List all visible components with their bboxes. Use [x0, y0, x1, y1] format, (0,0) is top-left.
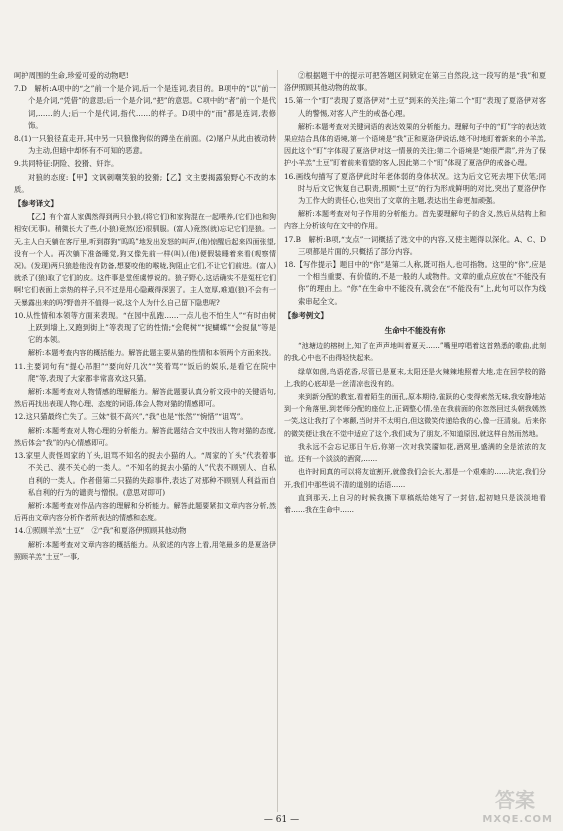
- analysis-note: 解析:本题考查对关键词语的表达效果的分析能力。理解句子中的“盯”字的表达效果应结合具体的语境,第一个语境是“我”正和夏洛伊说话,她不时地盯着新来的小羊羔,因此这个“盯”字体现了夏洛伊对这一情景的关注;第二个语境是“她很严肃”,并为了保护小羊羔“土豆”盯着前来看望的客人,因此第二个“盯”体现了夏洛伊的戒备心理。: [284, 122, 546, 168]
- analysis-note: 解析:本题考查对作品内容的理解和分析能力。解答此题要紧扣文章内容分析,然后再由文章内容分析作者所表达的情感和态度。: [14, 501, 276, 523]
- essay-paragraph: “池塘边的榕树上,知了在声声地叫着夏天……”嘴里哼唱着这首熟悉的歌曲,此刻的我,心中也不由得轻快起来。: [284, 342, 546, 363]
- answer-8: 8.(1)一只狼径直走开,其中另一只狼像狗似的蹲坐在前面。(2)屠户从此由被动转为主动,但暗中却怀有不可知的恶意。: [14, 134, 276, 156]
- essay-paragraph: 也许时间真的可以将友谊割开,就像我们会长大,那是一个艰难的……决定,我们分开,我们中那些说不清的道别的话语……: [284, 468, 546, 489]
- right-column: [284, 70, 546, 812]
- answer-16: 16.画线句描写了夏洛伊此时年老体弱的身体状况。这为后文它死去埋下伏笔;同时与后文它恢复自己职责,照顾“土豆”的行为形成鲜明的对比,突出了夏洛伊作为工作大的责任心,也突出了文章的主题,表达出生命更加顽强。: [284, 171, 546, 206]
- answer-9: 9.共同特征:阴险、狡猾、奸诈。: [14, 159, 119, 169]
- answer-11: 11.主要词句有“提心吊胆”“要向好几次”“笑着骂”“饭后的娱乐,是看它在院中爬”等,表现了大家都非常喜欢这只猫。: [14, 361, 276, 383]
- analysis-note: 解析:本题考查对人物情感的理解能力。解答此题要认真分析文段中的关键语句,然后再找出表现人物心理、态度的词语,体会人物对猫的情感即可。: [14, 388, 276, 409]
- essay-paragraph: 来到新分配的教室,看着陌生的面孔,原本期待,雀跃的心变得索然无味,我安静地站到一个角落里,到老师分配的座位上,正调整心情,坐在我前面的你忽然回过头朝我嫣然一笑,这让我打了个寒颤,当时并不太明白,但这微笑传递给我的心,像一汪清泉。后来你的微笑便让我在不觉中适应了这个,我们成为了朋友,不知道原因,就这样自然而然地。: [284, 393, 546, 438]
- paragraph: ②根据题干中的提示可把答题区间锁定在第三自然段,这一段写的是“我”和夏洛伊照顾其他动物的故事。: [284, 71, 546, 93]
- essay-paragraph: 直到那天,上自习的时候我撕下草稿纸给她写了一封信,起初她只是淡淡地看着……我在生命中……: [284, 493, 546, 514]
- answer-7: 7.D 解析:A项中的“之”前一个是介词,后一个是连词,表目的。B项中的“以”前一个是介词,“凭借”的意思;后一个是介词,“把”的意思。C项中的“者”前一个是代词,……的人;后一个是代词,指代……的样子。D项中的“而”都是连词,表修饰。: [14, 84, 276, 130]
- paragraph: 呵护周围的生命,珍爱可爱的动物吧!: [14, 71, 129, 80]
- answer-15: 15.第一个“盯”表现了夏洛伊对“土豆”到来的关注;第二个“盯”表现了夏洛伊对客人的警惕,对客人产生的戒备心理。: [284, 96, 546, 118]
- analysis-note: 解析:本题考查对人物心理的分析能力。解答此题结合文中找出人物对猫的态度,然后体会“我”的内心情感即可。: [14, 426, 276, 447]
- answer-13: 13.家里人责怪周家的丫头,诅骂不知名的捉去小猫的人。“周家的丫头”代表着事不关己、漠不关心的一类人。“不知名的捉去小猫的人”代表不顾别人、自私自利的一类人。作者借第二只猫的失踪事件,表达了对那种不顾别人利益而自私自利的行为的谴责与憎恨。(意思对即可): [14, 451, 276, 497]
- essay-title: 生命中不能没有你: [384, 326, 446, 336]
- analysis-note: 解析:本题考查对文章内容的概括能力。从叙述的内容上看,用笔最多的是夏洛伊照顾羊羔“土豆”一事,: [14, 540, 276, 561]
- section-heading: 【参考例文】: [284, 310, 328, 320]
- answer-12: 12.这只猫最终亡失了。三妹“很不高兴”,“我”也是“怅然”“惋惜”“诅骂”。: [14, 412, 248, 422]
- watermark-text: MXQE.COM: [482, 814, 553, 825]
- page-number: — 61 —: [263, 815, 300, 825]
- left-column: [14, 70, 276, 812]
- column-divider: [277, 70, 278, 812]
- analysis-note: 解析:本题考查对句子作用的分析能力。首先要理解句子的含义,然后从结构上和内容上分析该句在文中的作用。: [284, 210, 546, 231]
- watermark-logo: [463, 787, 553, 825]
- answer-17: 17.B 解析:B项,“支点”一词概括了选文中的内容,又使主题得以深化。A、C、D三项都是片面的,只概括了部分内容。: [284, 234, 546, 256]
- section-heading: 【参考译文】: [14, 199, 58, 209]
- answer-10: 10.从性情和本领等方面来表现。“在园中乱跑……一点儿也不怕生人”“有时由树上跃到墙上,又跑到街上”等表现了它的性情;“会爬树”“捉蝴蝶”“会捉鼠”等是它的本领。: [14, 310, 276, 345]
- essay-paragraph: 我永远不会忘记那日午后,你第一次对我笑靥如花,酒窝里,盛满的全是浓浓的友谊。还有一个淡淡的酒窝,……: [284, 442, 546, 464]
- answer-14: 14.①照顾羊羔“土豆” ②“我”和夏洛伊照顾其他动物: [14, 526, 187, 536]
- analysis-note: 解析:本题考查内容的概括能力。解答此题主要从猫的性情和本领两个方面来找。: [28, 349, 276, 358]
- translation-text: 【乙】有个富人家偶然得到两只小狼,(将它们)和家狗混在一起喂养,(它们)也和狗相安(无事)。稍微长大了些,(小狼)竟然(还)很驯服。(富人)竟然(就)忘记它们是狼。一天,主人白天躺在客厅里,听到群狗“呜呜”地发出发怒的叫声,(他)惊醒后起来四面张望,没有一个人。再次躺下准备睡觉,狗又像先前一样(叫),(他)便假装睡着来看(观察情况)。(发现)两只狼趁他没有防备,想要咬他的喉咙,狗阻止它们,不让它们前进。(富人)就杀了(狼)取了它们的皮。这件事是堂侄虞惇说的。狼子野心,这话确实不是冤枉它们啊!它们表面上亲热的样子,只不过是用心隐藏得深罢了。主人宽厚,难道(狼)不会有一天暴露出来的吗?野兽并不值得一说,这个人为什么自己留下隐患呢?: [14, 213, 276, 307]
- answer-18: 18.【写作提示】题目中的“你”是第二人称,既可指人,也可指物。这里的“你”,应是一个相当重要、有价值的,不是一般的人或物件。文章的重点应放在“不能没有你”的理由上。“你”在生命中不能没有,就会在“不能没有”上,此句可以作为线索串起全文。: [284, 260, 546, 306]
- watermark-mark: 答案: [495, 788, 535, 812]
- essay-paragraph: 绿草如茵,鸟语花香,尽管已是夏末,太阳还是火辣辣地照着大地,走在回学校的路上,我的心底却是一丝清凉也没有的。: [284, 367, 546, 388]
- paragraph: 对狼的态度:【甲】文讽刺嘲笑狼的狡猾;【乙】文主要揭露狼野心不改的本质。: [14, 172, 276, 194]
